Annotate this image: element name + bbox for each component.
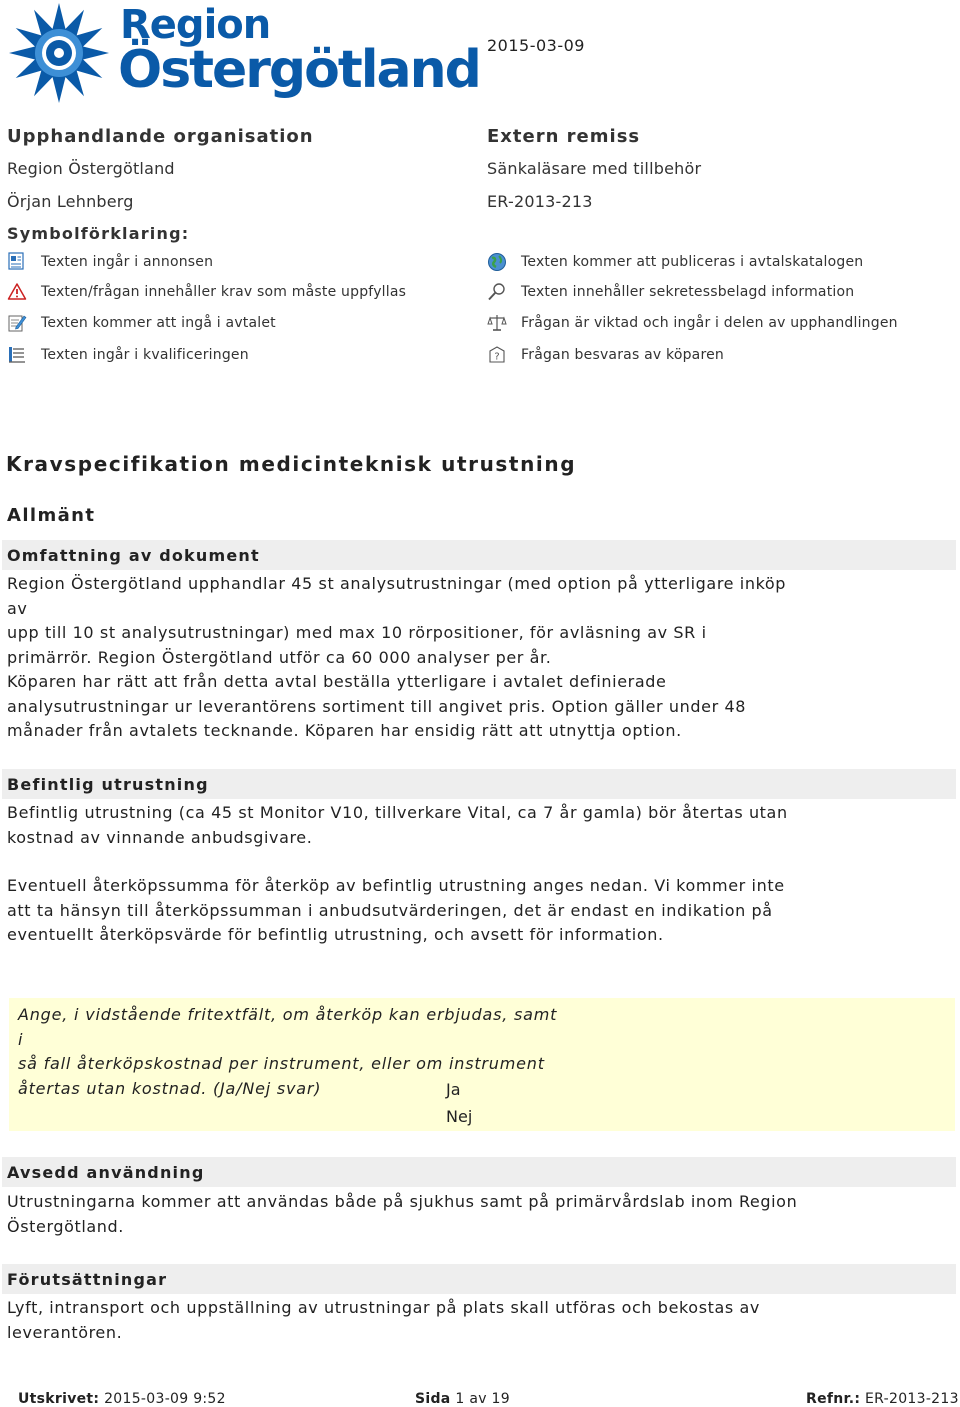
legend-item-question — [487, 345, 724, 365]
heading-forutsattningar: Förutsättningar — [7, 1270, 168, 1289]
announcement-icon — [7, 252, 27, 272]
heading-avsedd: Avsedd användning — [7, 1163, 205, 1182]
org-name: Region Östergötland — [7, 159, 175, 178]
footer-printed-label: Utskrivet: — [18, 1391, 100, 1407]
magnifier-icon — [487, 282, 507, 302]
logo-word-ostergotland: Östergötland — [118, 40, 480, 100]
legend-item-scales — [487, 313, 898, 333]
org-contact: Örjan Lehnberg — [7, 192, 134, 211]
flower-emblem-icon — [6, 0, 112, 106]
scales-icon — [487, 313, 507, 333]
contract-icon — [7, 313, 27, 333]
footer-ref-value: ER-2013-213 — [865, 1391, 959, 1407]
heading-befintlig: Befintlig utrustning — [7, 775, 209, 794]
legend-label: Texten ingår i kvalificeringen — [41, 347, 249, 363]
legend-item-contract — [7, 313, 276, 333]
footer-page-of: av — [469, 1391, 487, 1407]
paragraph-omfattning-1: Region Östergötland upphandlar 45 st analysutrustningar (med option på ytterligare inköp av upp till 10 st analysutrustningar) med max 10 rörpositioner, för avläsning av SR i primärrör. Region Östergötland utför ca 60 000 analyser per år. — [7, 574, 787, 667]
footer-ref-label: Refnr.: — [806, 1391, 861, 1407]
svg-text:?: ? — [494, 351, 500, 363]
legend-item-warning — [7, 282, 406, 302]
legend-item-qualification — [7, 345, 249, 365]
legend-label: Texten innehåller sekretessbelagd information — [521, 284, 855, 300]
footer-page-current: 1 — [455, 1391, 465, 1407]
legend-label: Texten/frågan innehåller krav som måste uppfyllas — [41, 284, 407, 300]
section-allmant: Allmänt — [7, 505, 96, 526]
warning-icon — [7, 282, 27, 302]
remiss-subject: Sänkaläsare med tillbehör — [487, 159, 702, 178]
legend-item-magnifier — [487, 282, 854, 302]
question-text: Ange, i vidstående fritextfält, om återköp kan erbjudas, samt i så fall återköpskostnad per instrument, eller om instrument återtas utan kostnad. (Ja/Nej svar) — [18, 1005, 558, 1098]
region-logo — [6, 0, 480, 106]
paragraph-befintlig-2: Eventuell återköpssumma för återköp av befintlig utrustning anges nedan. Vi kommer inte att ta hänsyn till återköpssumman i anbudsutvärderingen, det är endast en indikation på eventuellt återköpsvärde för befintlig utrustning, och avsett för information. — [7, 876, 785, 945]
footer-page-total: 19 — [491, 1391, 510, 1407]
legend-item-globe — [487, 252, 863, 272]
logo-word-region: Region — [120, 2, 271, 48]
legend-label: Texten kommer att ingå i avtalet — [41, 315, 276, 331]
heading-omfattning: Omfattning av dokument — [7, 546, 260, 565]
paragraph-avsedd: Utrustningarna kommer att användas både på sjukhus samt på primärvårdslab inom Region Östergötland. — [7, 1192, 798, 1236]
footer-ref — [806, 1391, 959, 1407]
remiss-heading: Extern remiss — [487, 126, 641, 147]
legend-item-announcement — [7, 252, 213, 272]
legend-label: Frågan besvaras av köparen — [521, 347, 724, 363]
paragraph-befintlig-1: Befintlig utrustning (ca 45 st Monitor V10, tillverkare Vital, ca 7 år gamla) bör återtas utan kostnad av vinnande anbudsgivare. — [7, 803, 788, 847]
footer-printed-value: 2015-03-09 9:52 — [104, 1391, 226, 1407]
globe-icon — [487, 252, 507, 272]
legend-label: Texten kommer att publiceras i avtalskatalogen — [521, 254, 864, 270]
legend-heading: Symbolförklaring: — [7, 224, 190, 243]
document-title: Kravspecifikation medicinteknisk utrustning — [6, 452, 577, 476]
question-icon — [487, 345, 507, 365]
paragraph-omfattning-2: Köparen har rätt att från detta avtal beställa ytterligare i avtalet definierade analysutrustningar ur leverantörens sortiment till angivet pris. Option gäller under 48 månader från avtalets tecknande. Köparen har ensidig rätt att utnyttja option. — [7, 672, 747, 741]
legend-label: Texten ingår i annonsen — [41, 254, 214, 270]
legend-label: Frågan är viktad och ingår i delen av upphandlingen — [521, 315, 898, 331]
paragraph-forutsattningar: Lyft, intransport och uppställning av utrustningar på plats skall utföras och bekostas av leverantören. — [7, 1298, 761, 1342]
org-heading: Upphandlande organisation — [7, 126, 314, 147]
answer-option-ja[interactable]: Ja — [446, 1080, 461, 1099]
footer-printed — [18, 1391, 226, 1407]
footer-page-label: Sida — [415, 1391, 451, 1407]
document-date: 2015-03-09 — [487, 36, 585, 55]
qualification-icon — [7, 345, 27, 365]
footer-page — [415, 1391, 510, 1407]
answer-option-nej[interactable]: Nej — [446, 1107, 473, 1126]
remiss-ref: ER-2013-213 — [487, 192, 593, 211]
